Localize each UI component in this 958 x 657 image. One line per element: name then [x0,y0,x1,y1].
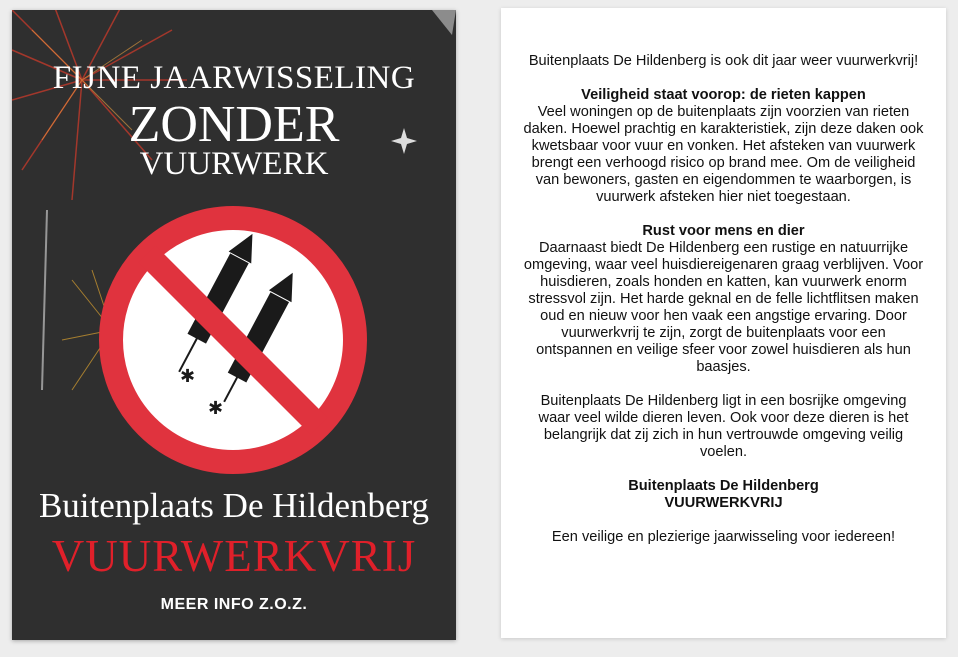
no-fireworks-sign-icon [111,218,355,462]
intro-text: Buitenplaats De Hildenberg is ook dit jaar weer vuurwerkvrij! [528,53,919,69]
signature-name: Buitenplaats De Hildenberg [628,478,819,494]
svg-text:✱: ✱ [208,398,224,418]
poster-more-info: MEER INFO Z.O.Z. [160,596,308,613]
signature-slogan: VUURWERKVRIJ [664,495,783,511]
signature [523,478,924,512]
section-safety-heading: Veiligheid staat voorop: de rieten kappen [581,87,866,103]
section-rest [523,223,924,376]
poster-back [501,8,946,638]
section-rest-body: Daarnaast biedt De Hildenberg een rustige en natuurrijke omgeving, waar veel huisdiereigenaren graag verblijven. Voor huisdieren, zoals honden en katten, kan vuurwerk enorm stressvol zijn. Het harde geknal en de felle lichtflitsen maken oud en nieuw voor hen vaak een angstige ervaring. Door vuurwerkvrij te zijn, zorgt de buitenplaats voor een ontspannen en veilige sfeer voor zowel huisdieren als hun baasjes. [523,240,924,375]
section-safety-body: Veel woningen op de buitenplaats zijn voorzien van rieten daken. Hoewel prachtig en karakteristiek, zijn deze daken ook kwetsbaar voor vuur en vonken. Het afsteken van vuurwerk brengt een verhoogd risico op brand mee. Om de veiligheid van bewoners, gasten en eigendommen te waarborgen, is vuurwerk afsteken hier niet toegestaan. [523,104,924,205]
wildlife-text: Buitenplaats De Hildenberg ligt in een bosrijke omgeving waar veel wilde dieren leven. Ook voor deze dieren is het belangrijk dat zij zich in hun vertrouwde omgeving veilig voelen. [538,393,909,460]
closing-text: Een veilige en plezierige jaarwisseling voor iedereen! [551,529,896,545]
poster-front [12,10,456,640]
section-safety [523,87,924,206]
section-rest-heading: Rust voor mens en dier [642,223,805,239]
poster-title-line2: ZONDER [128,96,340,153]
back-text [523,53,924,563]
svg-text:✱: ✱ [180,366,196,386]
poster-slogan: VUURWERKVRIJ [51,531,417,581]
poster-name: Buitenplaats De Hildenberg [38,486,430,525]
poster-title-line1: FIJNE JAARWISSELING [52,60,416,96]
poster-title-line3: VUURWERK [139,146,329,182]
